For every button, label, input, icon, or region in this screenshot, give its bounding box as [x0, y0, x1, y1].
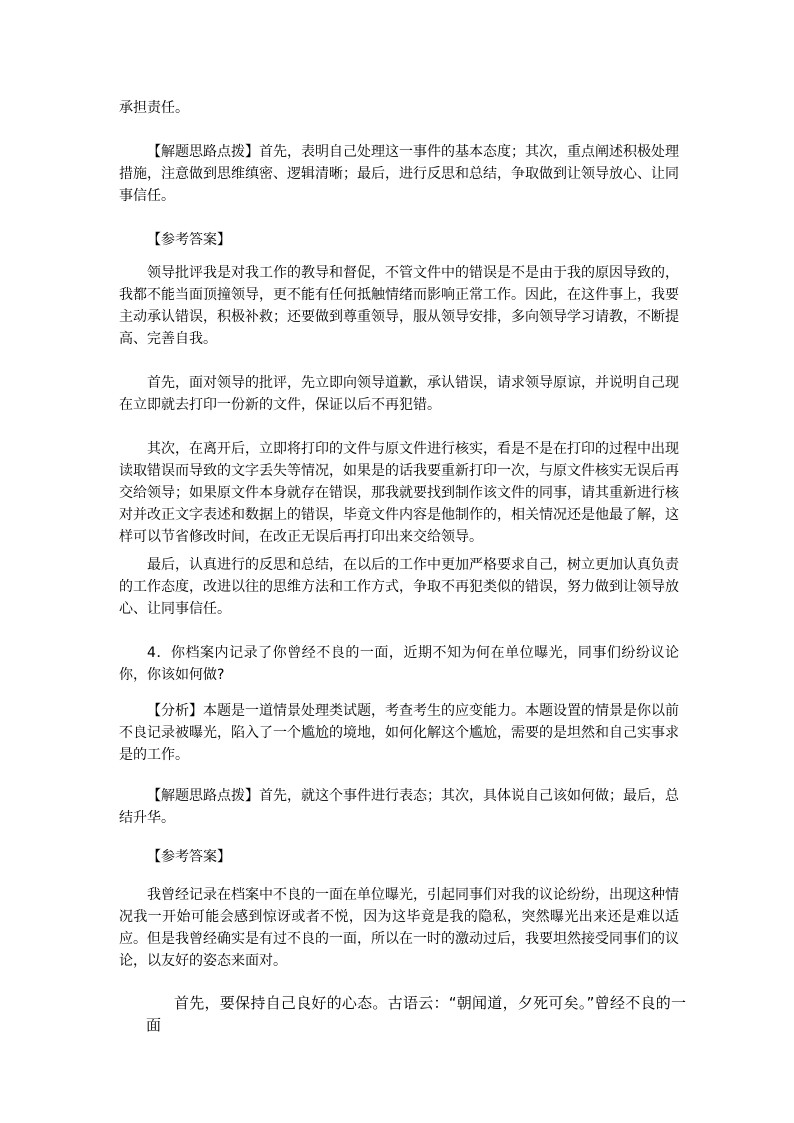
- paragraph-solution-hint-1: 【解题思路点拨】首先，表明自己处理这一事件的基本态度；其次，重点阐述积极处理措施，注意做到思维缜密、逻辑清晰；最后，进行反思和总结，争取做到让领导放心、让同事信任。: [119, 144, 679, 204]
- paragraph-answer-2-first: 首先，要保持自己良好的心态。古语云：“朝闻道，夕死可矣。”曾经不良的一面: [146, 994, 686, 1034]
- paragraph-answer-1-second: 其次，在离开后，立即将打印的文件与原文件进行核实，看是不是在打印的过程中出现读取错误而导致的文字丢失等情况，如果是的话我要重新打印一次，与原文件核实无误后再交给领导；如果原文件本身就存在错误，那我就要找到制作该文件的同事，请其重新进行核对并改正文字表述和数据上的错误，毕竟文件内容是他制作的，相关情况还是他最了解，这样可以节省修改时间，在改正无误后再打印出来交给领导。: [119, 441, 679, 545]
- paragraph-answer-1-first: 首先，面对领导的批评，先立即向领导道歉，承认错误，请求领导原谅，并说明自己现在立即就去打印一份新的文件，保证以后不再犯错。: [119, 375, 679, 413]
- paragraph-analysis: 【分析】本题是一道情景处理类试题，考查考生的应变能力。本题设置的情景是你以前不良记录被曝光，陷入了一个尴尬的境地，如何化解这个尴尬，需要的是坦然和自己实事求是的工作。: [119, 703, 679, 763]
- paragraph-reference-answer-heading-2: 【参考答案】: [147, 849, 231, 865]
- paragraph-continuation: 承担责任。: [119, 100, 189, 116]
- paragraph-answer-1-last: 最后，认真进行的反思和总结，在以后的工作中更加严格要求自己，树立更加认真负责的工作态度，改进以往的思维方法和工作方式，争取不再犯类似的错误，努力做到让领导放心、让同事信任。: [119, 557, 679, 617]
- paragraph-question-4: 4．你档案内记录了你曾经不良的一面，近期不知为何在单位曝光，同事们纷纷议论你，你该如何做?: [119, 645, 679, 683]
- paragraph-answer-1-intro: 领导批评我是对我工作的教导和督促，不管文件中的错误是不是由于我的原因导致的，我都不能当面顶撞领导，更不能有任何抵触情绪而影响正常工作。因此，在这件事上，我要主动承认错误，积极补救；还要做到尊重领导，服从领导安排，多向领导学习请教，不断提高、完善自我。: [119, 265, 679, 347]
- paragraph-solution-hint-2: 【解题思路点拨】首先，就这个事件进行表态；其次，具体说自己该如何做；最后，总结升华。: [119, 788, 679, 826]
- paragraph-reference-answer-heading-1: 【参考答案】: [147, 232, 231, 248]
- paragraph-answer-2-intro: 我曾经记录在档案中不良的一面在单位曝光，引起同事们对我的议论纷纷，出现这种情况我一开始可能会感到惊讶或者不悦，因为这毕竟是我的隐私，突然曝光出来还是难以适应。但是我曾经确实是有过不良的一面，所以在一时的激动过后，我要坦然接受同事们的议论，以友好的姿态来面对。: [119, 887, 679, 969]
